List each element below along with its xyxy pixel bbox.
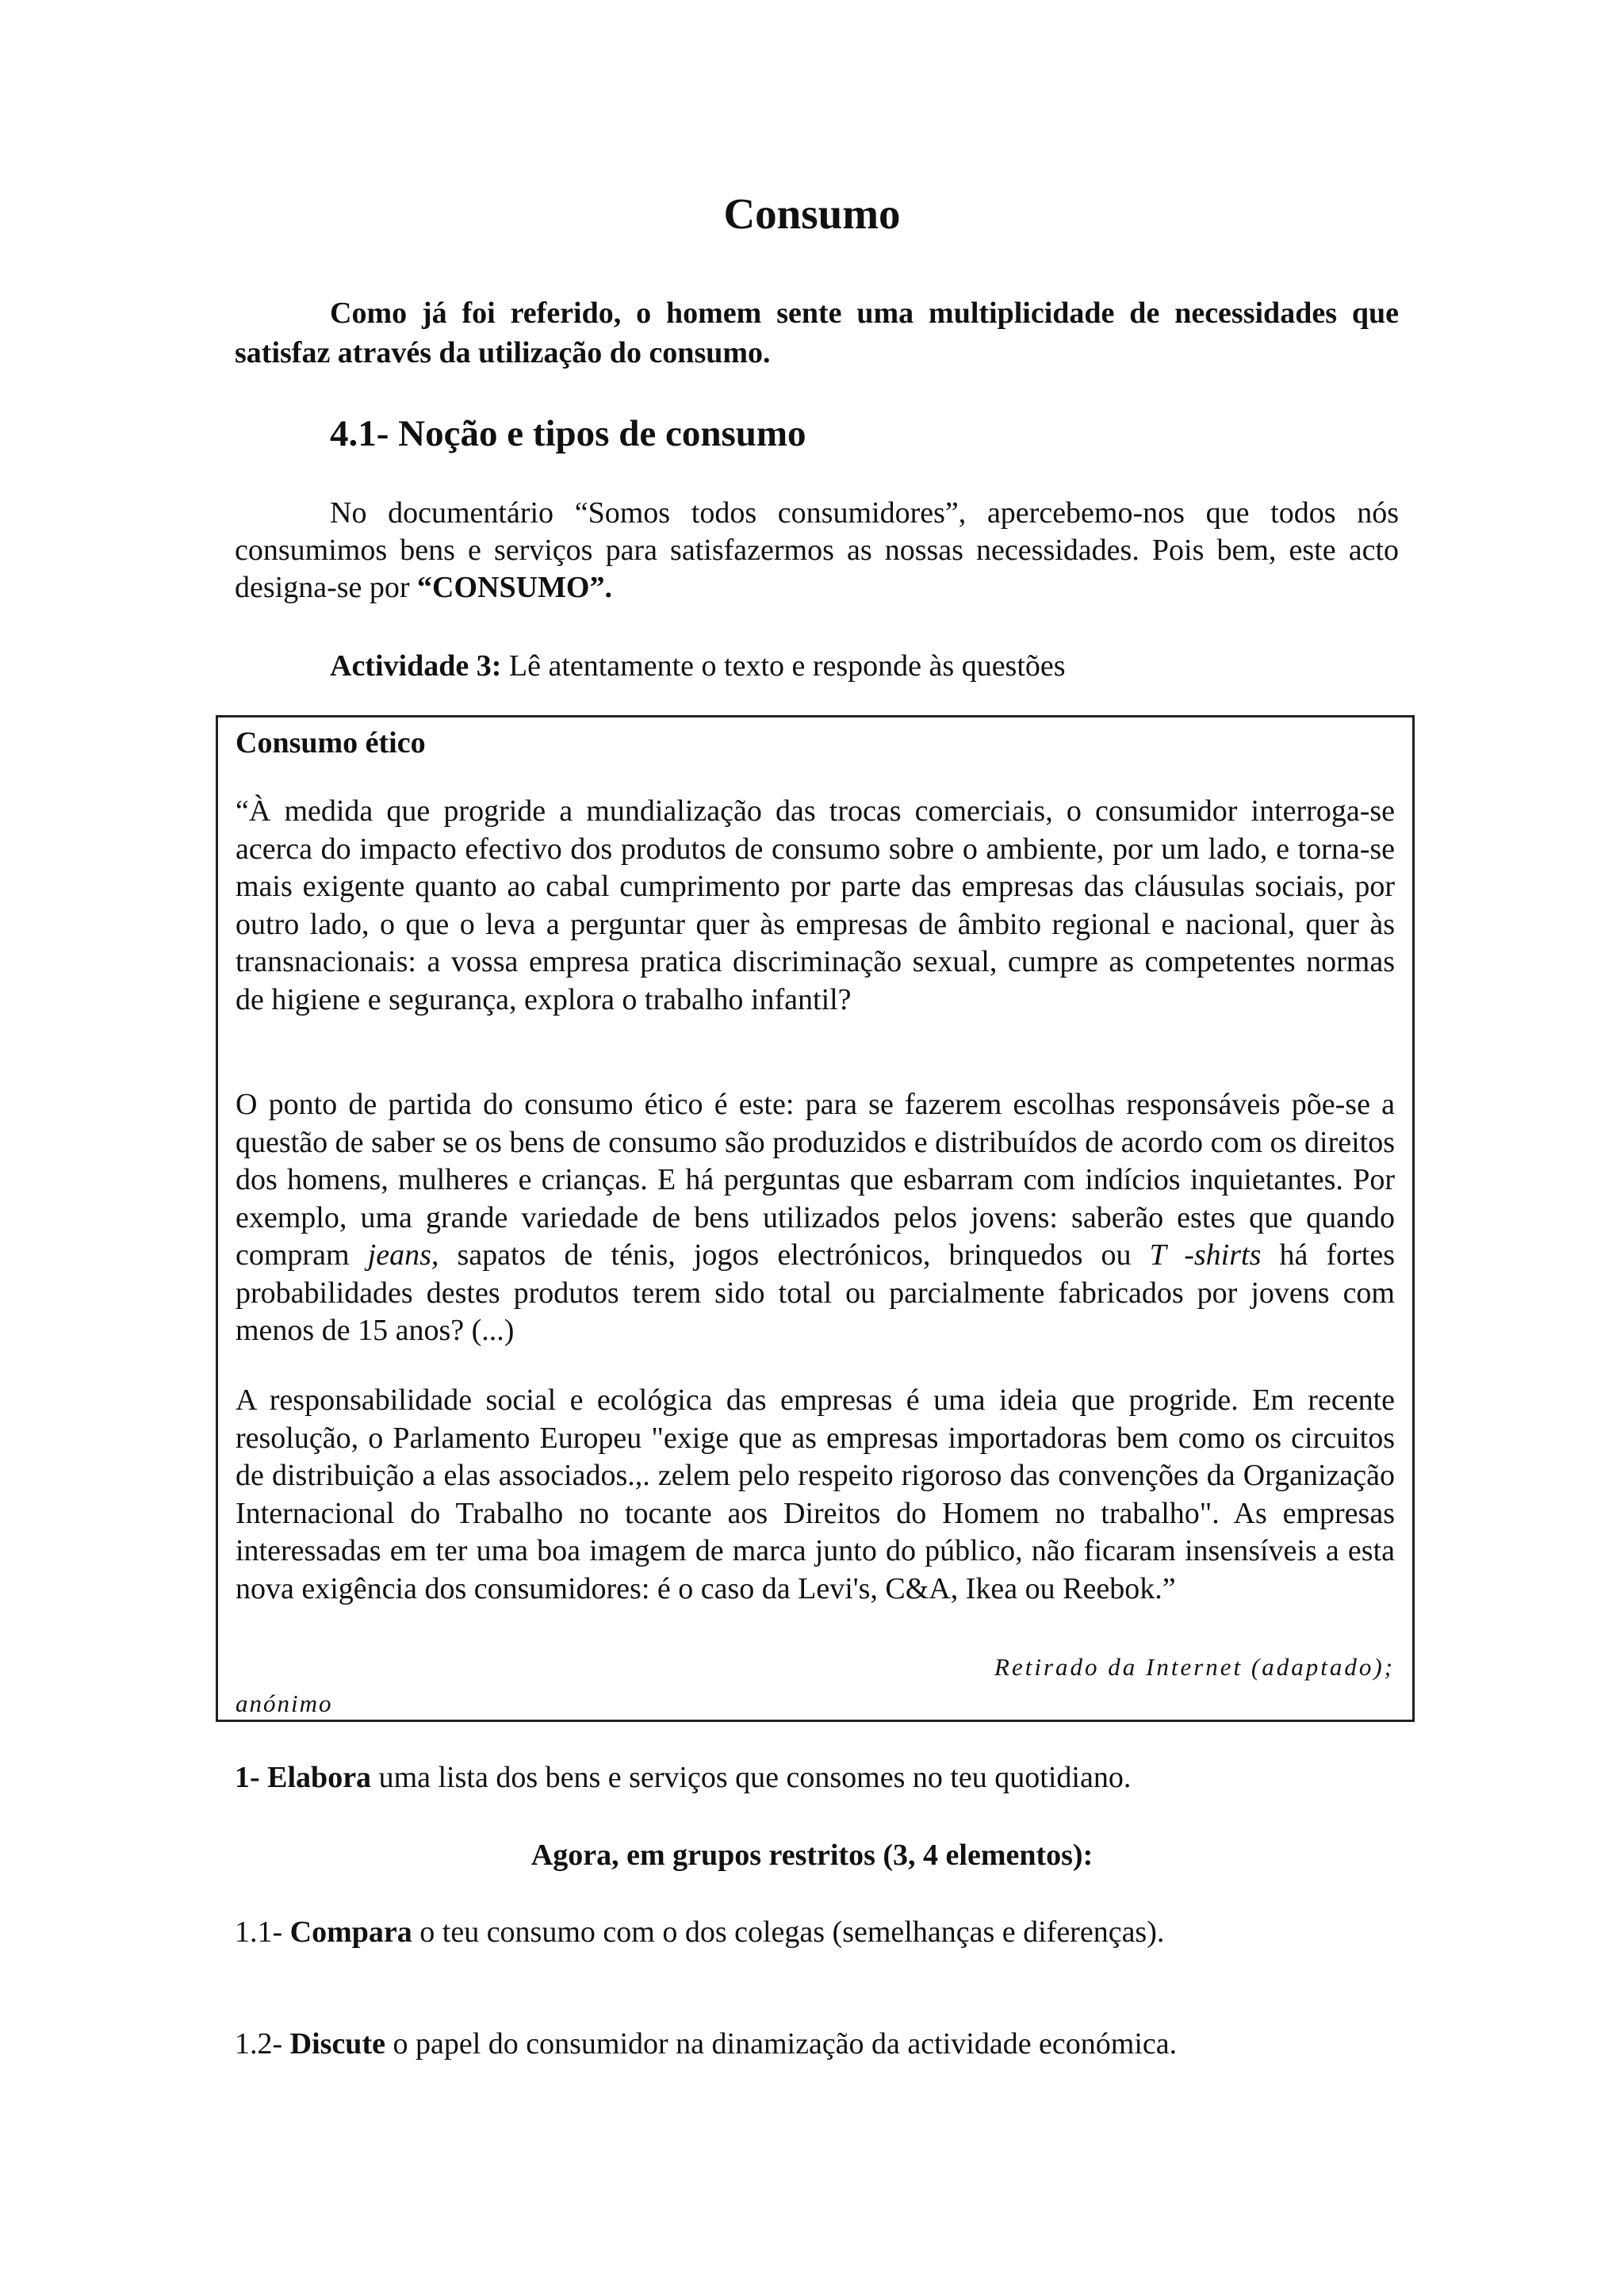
question-1-text: uma lista dos bens e serviços que consomes no teu quotidiano. (371, 1761, 1132, 1794)
section-heading: 4.1- Noção e tipos de consumo (330, 413, 806, 454)
paragraph-2-part-c: há fortes probabilidades destes produtos terem sido total ou parcialmente fabricados por jovens com menos de 15 anos? (...) (236, 1238, 1396, 1347)
paragraph-2-part-a: O ponto de partida do consumo ético é este: para se fazerem escolhas responsáveis põe-se a questão de saber se os bens de consumo são produzidos e distribuídos de acordo com os direitos dos homens, mulheres e crianças. E há perguntas que esbarram com indícios inquietantes. Por exemplo, uma grande variedade de bens utilizados pelos jovens: saberão estes que quando compram (236, 1088, 1395, 1272)
question-1-1-text: o teu consumo com o dos colegas (semelhanças e diferenças). (412, 1915, 1165, 1949)
page-title: Consumo (723, 189, 901, 238)
source-citation: Retirado da Internet (adaptado); (994, 1653, 1395, 1681)
intro-paragraph: Como já foi referido, o homem sente uma multiplicidade de necessidades que satisfaz através da utilização do consumo. (235, 297, 1399, 369)
text-box-title: Consumo ético (236, 726, 426, 760)
groups-heading: Agora, em grupos restritos (3, 4 elementos): (530, 1839, 1094, 1872)
consumo-term: “CONSUMO”. (417, 571, 612, 604)
question-1-2-label: Discute (289, 2027, 385, 2061)
question-1-1-prefix: 1.1- (235, 1915, 290, 1949)
activity-instruction (330, 649, 1066, 683)
question-1-2 (235, 2026, 1177, 2061)
question-1 (235, 1760, 1131, 1795)
text-box-paragraph-2 (236, 1086, 1395, 1350)
question-1-1 (235, 1915, 1164, 1950)
question-1-2-text: o papel do consumidor na dinamização da actividade económica. (385, 2027, 1178, 2061)
section-paragraph (235, 495, 1399, 607)
tshirts-italic: T -shirts (1149, 1238, 1262, 1272)
text-box-paragraph-1: “À medida que progride a mundialização das trocas comerciais, o consumidor interroga-se acerca do impacto efectivo dos produtos de consumo sobre o ambiente, por um lado, e torna-se mais exigente quanto ao cabal cumprimento por parte das empresas das cláusulas sociais, por outro lado, o que o leva a perguntar quer às empresas de âmbito regional e nacional, quer às transnacionais: a vossa empresa pratica discriminação sexual, cumpre as competentes normas de higiene e segurança, explora o trabalho infantil? (236, 794, 1395, 1016)
section-paragraph-text: No documentário “Somos todos consumidores”, apercebemo-nos que todos nós consumimos bens e serviços para satisfazermos as nossas necessidades. Pois bem, este acto designa-se por (235, 496, 1399, 604)
source-author: anónimo (236, 1689, 333, 1717)
activity-text: Lê atentamente o texto e responde às questões (501, 649, 1066, 683)
question-1-1-label: Compara (289, 1915, 412, 1949)
question-1-label: 1- Elabora (235, 1761, 372, 1794)
question-1-2-prefix: 1.2- (235, 2027, 290, 2061)
jeans-italic: jeans, (367, 1238, 439, 1272)
activity-label: Actividade 3: (330, 649, 502, 683)
text-box-paragraph-3: A responsabilidade social e ecológica das empresas é uma ideia que progride. Em recente resolução, o Parlamento Europeu "exige que as empresas importadoras bem como os circuitos de distribuição a elas associados.,. zelem pelo respeito rigoroso das convenções da Organização Internacional do Trabalho no tocante aos Direitos do Homem no trabalho". As empresas interessadas em ter uma boa imagem de marca junto do público, não ficaram insensíveis a esta nova exigência dos consumidores: é o caso da Levi's, C&A, Ikea ou Reebok.” (236, 1383, 1395, 1605)
paragraph-2-part-b: sapatos de ténis, jogos electrónicos, brinquedos ou (439, 1238, 1150, 1272)
reading-text-box (216, 715, 1415, 1722)
